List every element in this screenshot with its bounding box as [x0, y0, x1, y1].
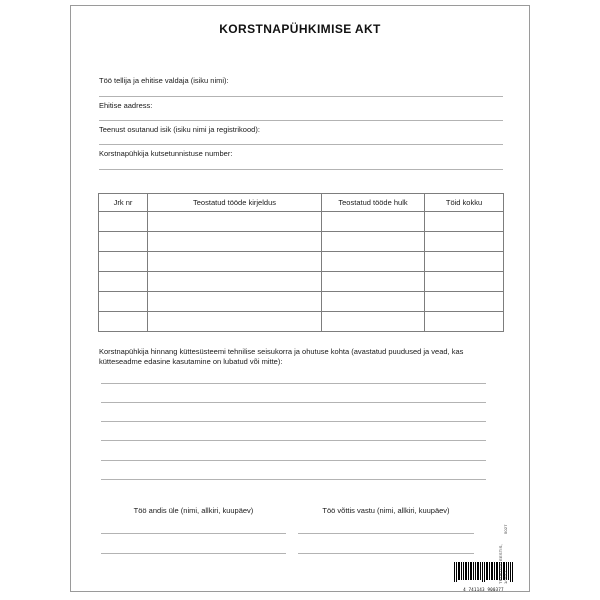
writing-line: [101, 460, 486, 461]
table-row: [99, 312, 504, 332]
field-label-client: Töö tellija ja ehitise valdaja (isiku nimi):: [99, 76, 229, 85]
cell-empty: [322, 292, 425, 312]
assessment-label: Korstnapühkija hinnang küttesüsteemi tehnilise seisukorra ja ohutuse kohta (avastatud puudused ja vead, kas kütteseadme edasine kasutamine on lubatud või mitte):: [99, 347, 464, 366]
writing-line: [101, 383, 486, 384]
cell-empty: [148, 292, 322, 312]
signature-line: [101, 553, 286, 554]
works-table: [98, 193, 504, 332]
edge-print-code: 5027: [503, 524, 508, 534]
cell-empty: [148, 232, 322, 252]
col-header-hulk: Teostatud tööde hulk: [322, 194, 425, 212]
cell-empty: [425, 212, 504, 232]
works-table-header-row: [99, 194, 504, 212]
field-line-provider: [99, 144, 503, 145]
field-line-address: [99, 120, 503, 121]
cell-empty: [322, 272, 425, 292]
signature-line: [101, 533, 286, 534]
col-header-kokku: Töid kokku: [425, 194, 504, 212]
cell-empty: [148, 252, 322, 272]
cell-empty: [148, 312, 322, 332]
cell-empty: [99, 252, 148, 272]
table-row: [99, 232, 504, 252]
cell-empty: [425, 292, 504, 312]
edge-print-imprint: TRÜKITUD EESTIS, 1/2017: [498, 544, 508, 584]
cell-empty: [99, 272, 148, 292]
writing-line: [101, 421, 486, 422]
field-line-certificate: [99, 169, 503, 170]
col-header-jrk: Jrk nr: [99, 194, 148, 212]
cell-empty: [425, 232, 504, 252]
cell-empty: [322, 252, 425, 272]
field-label-provider: Teenust osutanud isik (isiku nimi ja registrikood):: [99, 125, 260, 134]
table-row: [99, 252, 504, 272]
cell-empty: [148, 212, 322, 232]
cell-empty: [425, 272, 504, 292]
cell-empty: [425, 312, 504, 332]
cell-empty: [99, 232, 148, 252]
form-title: KORSTNAPÜHKIMISE AKT: [219, 22, 381, 36]
signature-label-handed-over: Töö andis üle (nimi, allkiri, kuupäev): [133, 506, 254, 515]
cell-empty: [148, 272, 322, 292]
barcode-number: 4 741143 900377: [463, 587, 504, 592]
table-row: [99, 212, 504, 232]
cell-empty: [425, 252, 504, 272]
writing-line: [101, 479, 486, 480]
cell-empty: [322, 312, 425, 332]
cell-empty: [99, 212, 148, 232]
cell-empty: [322, 232, 425, 252]
field-line-client: [99, 96, 503, 97]
cell-empty: [99, 292, 148, 312]
col-header-desc: Teostatud tööde kirjeldus: [148, 194, 322, 212]
writing-line: [101, 402, 486, 403]
cell-empty: [99, 312, 148, 332]
signature-line: [298, 553, 474, 554]
table-row: [99, 292, 504, 312]
writing-line: [101, 440, 486, 441]
cell-empty: [322, 212, 425, 232]
form-page: [70, 5, 530, 592]
field-label-certificate: Korstnapühkija kutsetunnistuse number:: [99, 149, 233, 158]
signature-label-received: Töö võttis vastu (nimi, allkiri, kuupäev): [322, 506, 450, 515]
field-label-address: Ehitise aadress:: [99, 101, 153, 110]
table-row: [99, 272, 504, 292]
signature-line: [298, 533, 474, 534]
